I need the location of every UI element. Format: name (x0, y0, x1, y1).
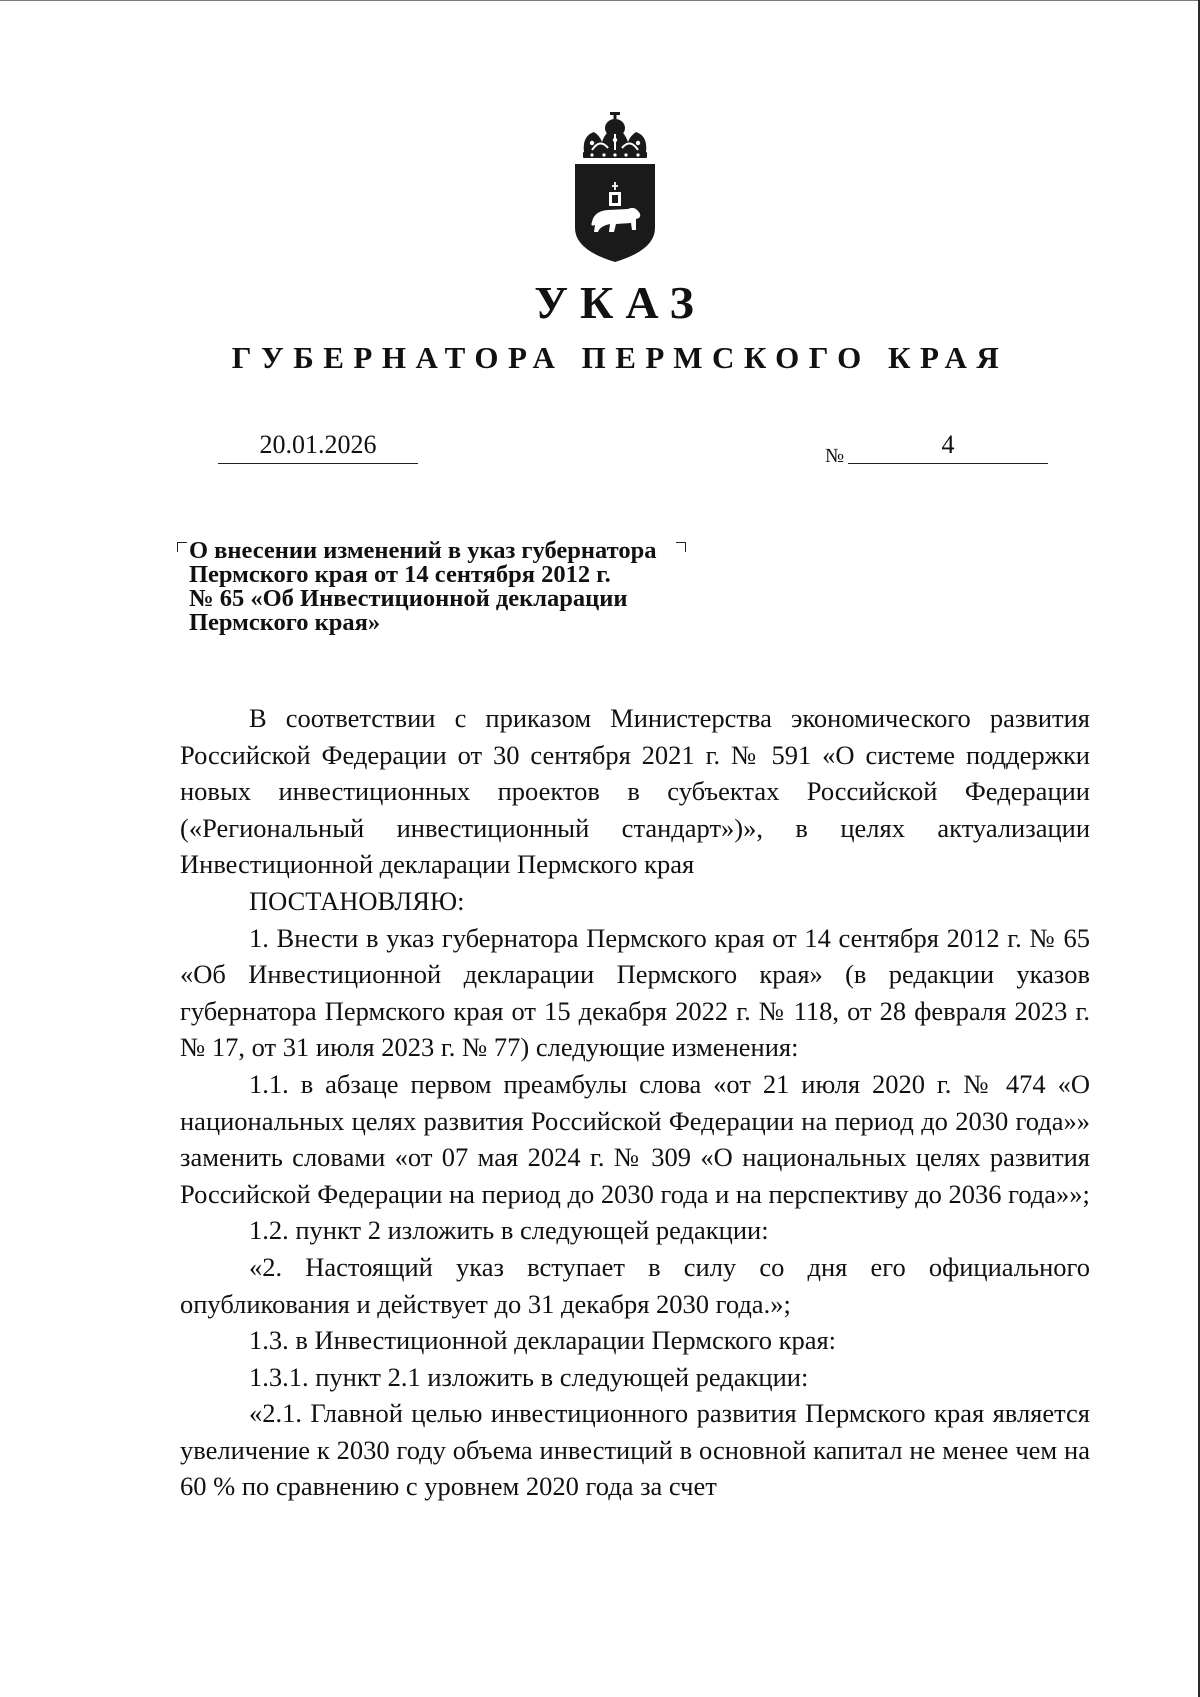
heading-line: О внесении изменений в указ губернатора (189, 537, 657, 564)
heading-line: Пермского края» (189, 609, 381, 636)
paragraph-item-1-3: 1.3. в Инвестиционной декларации Пермского края: (249, 1325, 837, 1356)
decree-body (180, 700, 1090, 1505)
scan-edge-top (0, 0, 1200, 1)
decree-heading (189, 539, 749, 635)
perm-krai-coat-of-arms-icon (570, 112, 660, 264)
document-title: УКАЗ (534, 277, 706, 328)
paragraph-item-1-3-1: 1.3.1. пункт 2.1 изложить в следующей редакции: (249, 1361, 809, 1392)
paragraph-item-1-2: 1.2. пункт 2 изложить в следующей редакции: (249, 1215, 769, 1246)
number-sign: № (825, 445, 845, 467)
paragraph-preamble: В соответствии с приказом Министерства экономического развития Российской Федерации от 30 сентября 2021 г. № 591 «О системе поддержки новых инвестиционных проектов в субъектах Российской Федерации («Региональный инвестиционный стандарт»)», в целях актуализации Инвестиционной декларации Пермского края (180, 703, 1090, 880)
heading-corner-mark-left (177, 542, 187, 552)
document-subtitle: ГУБЕРНАТОРА ПЕРМСКОГО КРАЯ (231, 340, 1009, 375)
paragraph-quote-2: «2. Настоящий указ вступает в силу со дня его официального опубликования и действует до 31 декабря 2030 года.»; (180, 1251, 1090, 1319)
heading-line: Пермского края от 14 сентября 2012 г. (189, 561, 611, 588)
paragraph-item-1-1: 1.1. в абзаце первом преамбулы слова «от 21 июля 2020 г. № 474 «О национальных целях развития Российской Федерации на период до 2030 года»» заменить словами «от 07 мая 2024 г. № 309 «О национальных целях развития Российской Федерации на период до 2030 года и на перспективу до 2036 года»»; (180, 1068, 1090, 1209)
paragraph-quote-2-1: «2.1. Главной целью инвестиционного развития Пермского края является увеличение к 2030 году объема инвестиций в основной капитал не менее чем на 60 % по сравнению с уровнем 2020 года за счет (180, 1398, 1090, 1502)
heading-line: № 65 «Об Инвестиционной декларации (189, 585, 628, 612)
paragraph-item-1: 1. Внести в указ губернатора Пермского края от 14 сентября 2012 г. № 65 «Об Инвестиционной декларации Пермского края» (в редакции указов губернатора Пермского края от 15 декабря 2022 г. № 118, от 28 февраля 2023 г. № 17, от 31 июля 2023 г. № 77) следующие изменения: (180, 922, 1090, 1063)
paragraph-resolve: ПОСТАНОВЛЯЮ: (249, 885, 465, 916)
decree-date: 20.01.2026 (218, 428, 418, 464)
decree-number: 4 (848, 428, 1048, 464)
